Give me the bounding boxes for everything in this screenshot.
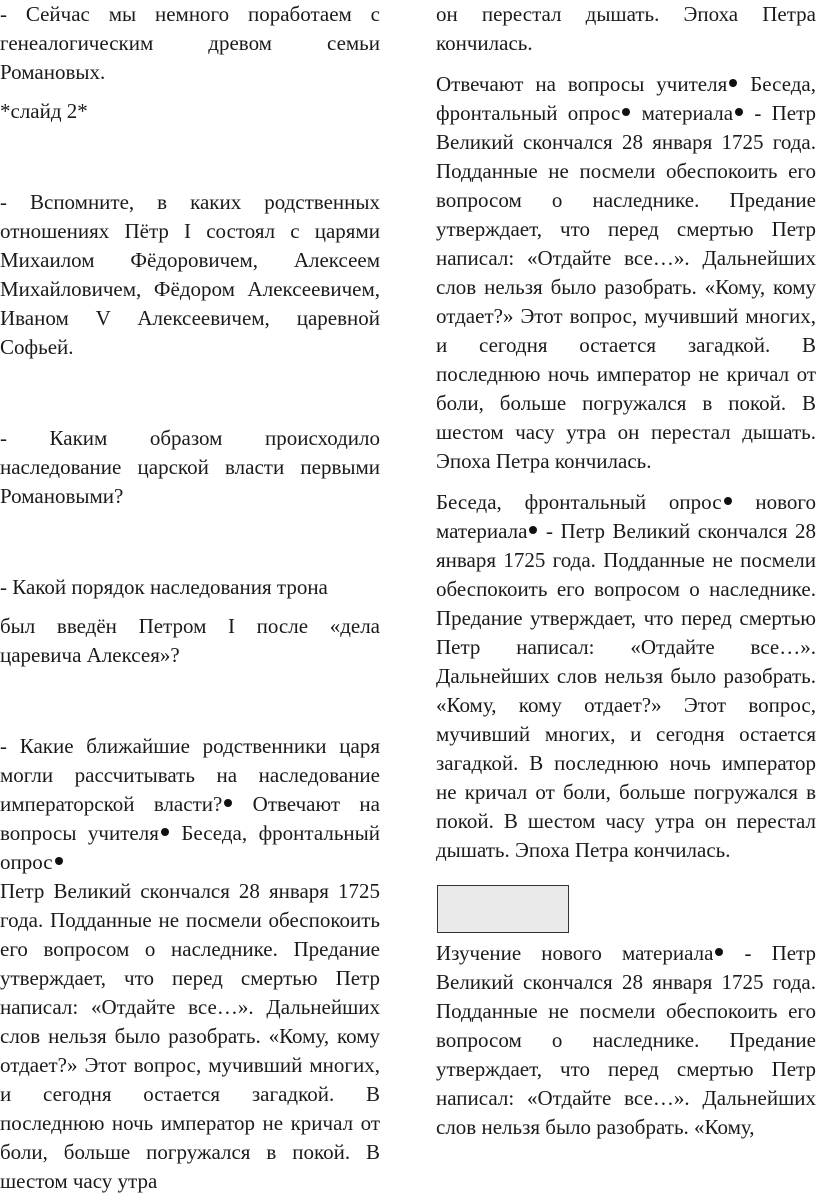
peter-death-text: Петр Великий скончался 28 января 1725 года. Подданные не посмели обеспокоить его вопросом о наследнике. Предание утверждает, что перед смертью Петр написал: «Отдайте все…». Дальнейших слов нельзя было разобрать. «Кому, кому отдает?» Этот вопрос, мучивший многих, и сегодня остается загадкой. В последнюю ночь император не кричал от боли, больше погружался в покой. В шестом часу утра [0, 879, 380, 1193]
bullet-icon [724, 497, 732, 505]
peter-death-text: - Петр Великий скончался 28 января 1725 года. Подданные не посмели обеспокоить его вопросом о наследнике. Предание утверждает, что перед смертью Петр написал: «Отдайте все…». Дальнейших слов нельзя было разобрать. «Кому, кому отдает?» Этот вопрос, мучивший многих, и сегодня остается загадкой. В последнюю ночь император не кричал от боли, больше погружался в покой. В шестом часу утра он перестал дышать. Эпоха Петра кончилась. [436, 519, 816, 862]
method-label: Беседа, фронтальный опрос [436, 490, 722, 514]
question-order-part2: был введён Петром I после «дела царевича Алексея»? [0, 614, 380, 667]
bullet-icon [735, 108, 743, 116]
left-column [0, 0, 380, 1196]
table-row-new-material [436, 939, 816, 1142]
table-row-answers [436, 70, 816, 476]
study-label: Изучение нового материала [436, 941, 714, 965]
image-placeholder [437, 885, 569, 933]
slide-marker: *слайд 2* [0, 99, 88, 123]
peter-death-ending: он перестал дышать. Эпоха Петра кончилась. [436, 2, 816, 55]
question-relatives-text: - Какие ближайшие родственники царя могли рассчитывать на наследование императорской власти? [0, 734, 380, 816]
student-activity-label: Отвечают на вопросы учителя [0, 792, 380, 845]
method-label: Беседа, фронтальный опрос [436, 72, 816, 125]
bullet-icon [529, 526, 537, 534]
bullet-icon [161, 828, 169, 836]
new-material-label: нового материала [436, 490, 816, 543]
bullet-icon [729, 79, 737, 87]
question-succession: - Каким образом происходило наследование царской власти первыми Романовыми? [0, 426, 380, 508]
right-column [436, 0, 816, 1152]
intro-paragraph: - Сейчас мы немного поработаем с генеалогическим древом семьи Романовых. [0, 2, 380, 84]
bullet-icon [622, 108, 630, 116]
question-relations: - Вспомните, в каких родственных отношениях Пётр I состоял с царями Михаилом Фёдоровичем, Алексеем Михайловичем, Фёдором Алексеевичем, Иваном V Алексеевичем, царевной Софьей. [0, 190, 380, 359]
bullet-icon [715, 948, 723, 956]
peter-death-text: - Петр Великий скончался 28 января 1725 года. Подданные не посмели обеспокоить его вопросом о наследнике. Предание утверждает, что перед смертью Петр написал: «Отдайте все…». Дальнейших слов нельзя было разобрать. «Кому, [436, 941, 816, 1139]
material-label: материала [641, 101, 734, 125]
bullet-icon [224, 799, 232, 807]
method-label: Беседа, фронтальный опрос [0, 821, 380, 874]
table-row-discussion [436, 488, 816, 865]
student-activity-label: Отвечают на вопросы учителя [436, 72, 728, 96]
bullet-icon [55, 857, 63, 865]
question-relatives [0, 732, 380, 877]
question-order-part1: - Какой порядок наследования трона [0, 575, 328, 599]
peter-death-text: - Петр Великий скончался 28 января 1725 года. Подданные не посмели обеспокоить его вопросом о наследнике. Предание утверждает, что перед смертью Петр написал: «Отдайте все…». Дальнейших слов нельзя было разобрать. «Кому, кому отдает?» Этот вопрос, мучивший многих, и сегодня остается загадкой. В последнюю ночь император не кричал от боли, больше погружался в покой. В шестом часу утра он перестал дышать. Эпоха Петра кончилась. [436, 101, 816, 473]
